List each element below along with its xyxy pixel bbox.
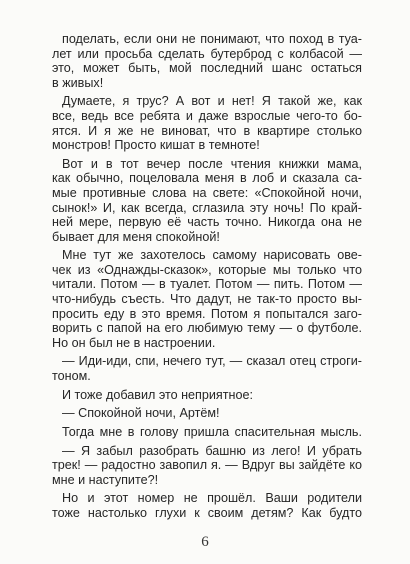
text-line: тоже настолько глухи к своим детям? Как будто	[52, 505, 362, 520]
text-line: монстров! Просто кишат в темноте!	[52, 138, 260, 153]
text-line: ятся. И я же не виноват, что в квартире столько	[52, 123, 362, 138]
text-line: мне и наступите?!	[52, 472, 159, 487]
text-line: И тоже добавил это неприятное:	[62, 387, 253, 402]
text-line: мые противные слова на свете: «Спокойной ночи,	[52, 185, 362, 200]
text-line: трек! — радостно завопил я. — Вдруг вы зайдёте ко	[52, 458, 362, 473]
text-line: Мне тут же захотелось самому нарисовать ове-	[62, 248, 362, 263]
text-line: сынок!» И, как всегда, сглазила эту ночь! По край-	[52, 200, 362, 215]
text-line: что-нибудь съесть. Что дадут, не так-то просто вы-	[52, 292, 362, 306]
text-line: лет или просьба сделать бутерброд с колбасой —	[52, 46, 362, 61]
text-line: Но и этот номер не прошёл. Ваши родители	[62, 491, 362, 506]
text-line: читали. Потом — в туалет. Потом — пить. Потом —	[52, 277, 362, 292]
text-line: все, ведь все ребята и даже взрослые чего-то бо-	[52, 108, 362, 123]
text-line: просить еду в это время. Потом я попытался заго-	[52, 306, 362, 321]
text-line: Вот и в тот вечер после чтения книжки мама,	[62, 156, 362, 171]
text-line: чек из «Однажды-сказок», которые мы только что	[52, 262, 362, 277]
text-line: Тогда мне в голову пришла спасительная мысль.	[62, 424, 362, 439]
text-line: — Иди-иди, спи, нечего тут, — сказал отец строги-	[62, 354, 362, 369]
text-line: ней мере, первую её часть точно. Никогда она не	[52, 215, 362, 229]
text-line: ворить с папой на его любимую тему — о футболе.	[52, 321, 362, 336]
text-line: тоном.	[52, 368, 91, 383]
text-line: поделать, если они не понимают, что поход в туа-	[62, 32, 362, 46]
text-line: — Спокойной ночи, Артём!	[62, 406, 220, 421]
text-line: — Я забыл разобрать башню из лего! И убрать	[62, 443, 362, 458]
text-line: как обычно, поцеловала меня в лоб и сказала са-	[52, 171, 362, 186]
text-line: это, может быть, мой последний шанс остаться	[52, 61, 362, 76]
text-line: Но он был не в настроении.	[52, 335, 216, 350]
text-line: в живых!	[52, 75, 104, 90]
page-number: 6	[201, 534, 209, 550]
text-line: Думаете, я трус? А вот и нет! Я такой же, как	[62, 94, 362, 109]
text-line: бывает для меня спокойной!	[52, 229, 220, 244]
